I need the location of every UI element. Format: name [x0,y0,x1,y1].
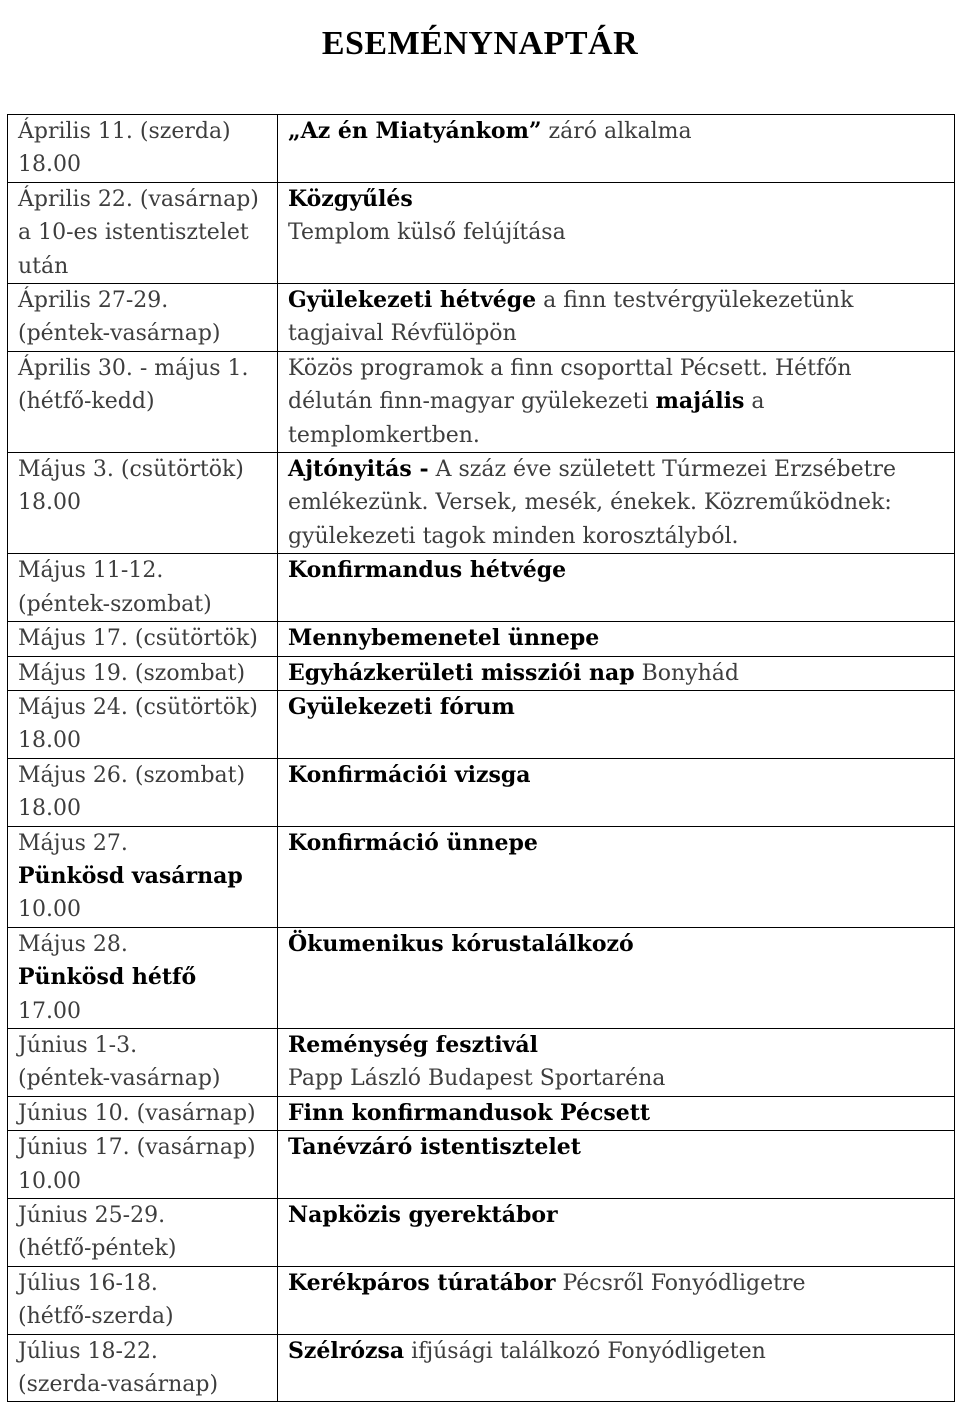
table-row [8,1199,955,1267]
event-date-line: 17.00 [18,998,81,1024]
table-row [8,690,955,758]
event-title-bold: Közgyűlés [288,185,413,212]
event-text: záró alkalma [541,119,692,144]
event-description-line [288,419,948,452]
event-description-line [288,486,948,519]
event-date [8,351,278,452]
event-date-line: 10.00 [18,1168,81,1194]
table-row [8,182,955,283]
event-date [8,453,278,554]
event-date-line: Április 22. (vasárnap) [18,186,259,212]
event-description [278,690,955,758]
event-date-line: Május 26. (szombat) [18,762,246,788]
event-text: a finn testvérgyülekezetünk [536,288,854,314]
event-title-bold: Konfirmációi vizsga [288,761,531,788]
event-date-line: Pünkösd vasárnap [18,862,243,889]
event-date [8,1131,278,1199]
event-date-line: Június 25-29. [18,1203,166,1228]
event-description-line [288,622,948,655]
event-description-line [288,827,948,860]
event-date [8,554,278,622]
event-description [278,1131,955,1199]
event-description-line [288,317,948,350]
event-description [278,656,955,690]
event-description-line [288,657,948,690]
event-description [278,115,955,183]
event-date-line: (hétfő-szerda) [18,1304,174,1330]
event-text: ifjúsági találkozó Fonyódligeten [404,1338,766,1364]
event-description-line [288,759,948,792]
event-title-bold: Gyülekezeti hétvége [288,287,537,314]
table-row [8,1028,955,1096]
event-date [8,1028,278,1096]
event-date [8,182,278,283]
event-text: Bonyhád [634,660,739,686]
event-date [8,1199,278,1267]
event-date-line: (szerda-vasárnap) [18,1372,219,1398]
event-text: templomkertben. [288,422,480,448]
event-date [8,1096,278,1130]
event-text: tagjaival Révfülöpön [288,321,517,347]
event-description-line [288,352,948,385]
event-title-bold: Szélrózsa [288,1337,405,1364]
event-text: délután finn-magyar gyülekezeti [288,389,656,415]
event-title-bold: Kerékpáros túratábor [288,1269,556,1296]
event-description-line [288,928,948,961]
event-date-line: 18.00 [18,152,81,178]
event-date-line: (péntek-szombat) [18,591,212,617]
event-date-line: Június 10. (vasárnap) [18,1100,256,1126]
table-row [8,927,955,1028]
event-text: Templom külső felújítása [288,220,566,246]
event-title-bold: Mennybemenetel ünnepe [288,625,600,652]
event-text: Pécsről Fonyódligetre [555,1270,806,1296]
event-description-line [288,183,948,216]
event-description [278,1028,955,1096]
event-description-line [288,691,948,724]
table-row [8,758,955,826]
event-description-line [288,1062,948,1095]
event-date-line: Május 19. (szombat) [18,660,246,686]
page-title: ESEMÉNYNAPTÁR [321,24,639,62]
event-description-line [288,1335,948,1368]
event-description [278,1096,955,1130]
event-title-bold: Reménység fesztivál [288,1031,539,1058]
event-title-bold: Napközis gyerektábor [288,1202,558,1228]
event-date-line: Május 3. (csütörtök) [18,457,244,483]
event-date-line: 18.00 [18,796,81,822]
event-date-line: (péntek-vasárnap) [18,1066,221,1092]
table-row [8,554,955,622]
event-description-line [288,1199,948,1232]
event-description [278,927,955,1028]
event-description-line [288,520,948,553]
event-date [8,927,278,1028]
event-title-bold: Ökumenikus kórustalálkozó [288,930,634,957]
event-date-line: 10.00 [18,897,81,923]
event-title-bold: Gyülekezeti fórum [288,693,515,720]
event-description [278,182,955,283]
event-title-bold: Tanévzáró istentisztelet [288,1134,581,1161]
event-date [8,1266,278,1334]
event-date-line: Május 28. [18,931,128,957]
event-description [278,758,955,826]
event-description-line [288,385,948,418]
event-date [8,826,278,927]
event-description-line [288,554,948,587]
event-date-line: Június 17. (vasárnap) [18,1135,256,1161]
event-description [278,826,955,927]
event-description-line [288,216,948,249]
event-description [278,284,955,352]
table-row [8,1334,955,1402]
table-row [8,1266,955,1334]
event-date-line: Június 1-3. [18,1032,138,1058]
event-title-bold: Konfirmandus hétvége [288,557,567,584]
event-date-line: Május 27. [18,830,128,856]
event-date-line: Pünkösd hétfő [18,964,197,991]
event-description-line [288,1029,948,1062]
event-description [278,622,955,656]
event-text: a [744,389,765,415]
event-description-line [288,1097,948,1130]
event-date-line: a 10-es istentisztelet [18,220,249,246]
event-date [8,1334,278,1402]
table-row [8,351,955,452]
event-title-bold: majális [655,388,745,415]
event-title-bold: Konfirmáció ünnepe [288,829,538,856]
event-text: emlékezünk. Versek, mesék, énekek. Közreműködnek: [288,490,892,516]
event-date-line: Július 16-18. [18,1270,158,1296]
event-date [8,758,278,826]
event-date-line: után [18,253,69,279]
event-description-line [288,1131,948,1164]
table-row [8,453,955,554]
event-description [278,1199,955,1267]
event-date-line: (péntek-vasárnap) [18,321,221,347]
event-description-line [288,284,948,317]
event-date-line: Július 18-22. [18,1338,158,1364]
event-title-bold: Egyházkerületi missziói nap [288,659,635,686]
table-row [8,656,955,690]
table-row [8,1131,955,1199]
event-date [8,656,278,690]
table-row [8,826,955,927]
event-title-bold: Ajtónyitás - [288,456,429,483]
event-date-line: Április 30. - május 1. [18,355,249,381]
event-date-line: (hétfő-péntek) [18,1236,177,1262]
event-text: Közös programok a finn csoporttal Pécsett. Hétfőn [288,355,852,381]
event-date [8,284,278,352]
event-date-line: 18.00 [18,490,81,516]
table-row [8,622,955,656]
event-date [8,115,278,183]
event-title-bold: Finn konfirmandusok Pécsett [288,1099,651,1126]
event-date [8,690,278,758]
table-row [8,284,955,352]
event-description-line [288,453,948,486]
event-date-line: Május 17. (csütörtök) [18,626,258,652]
event-text: gyülekezeti tagok minden korosztályból. [288,523,739,549]
event-text: A száz éve született Túrmezei Erzsébetre [428,457,896,483]
event-date [8,622,278,656]
event-description-line [288,1267,948,1300]
event-date-line: Május 24. (csütörtök) [18,694,258,720]
event-description [278,1334,955,1402]
event-title-bold: „Az én Miatyánkom” [288,118,542,144]
event-date-line: (hétfő-kedd) [18,389,155,415]
event-description-line [288,115,948,148]
event-calendar-table [7,114,955,1402]
event-description [278,351,955,452]
event-description [278,554,955,622]
event-description [278,453,955,554]
event-date-line: 18.00 [18,728,81,754]
event-description [278,1266,955,1334]
event-rows [8,115,955,1402]
table-row [8,115,955,183]
event-date-line: Május 11-12. [18,558,164,584]
table-row [8,1096,955,1130]
event-date-line: Április 11. (szerda) [18,119,231,144]
event-text: Papp László Budapest Sportaréna [288,1066,666,1092]
event-date-line: Április 27-29. [18,288,169,314]
